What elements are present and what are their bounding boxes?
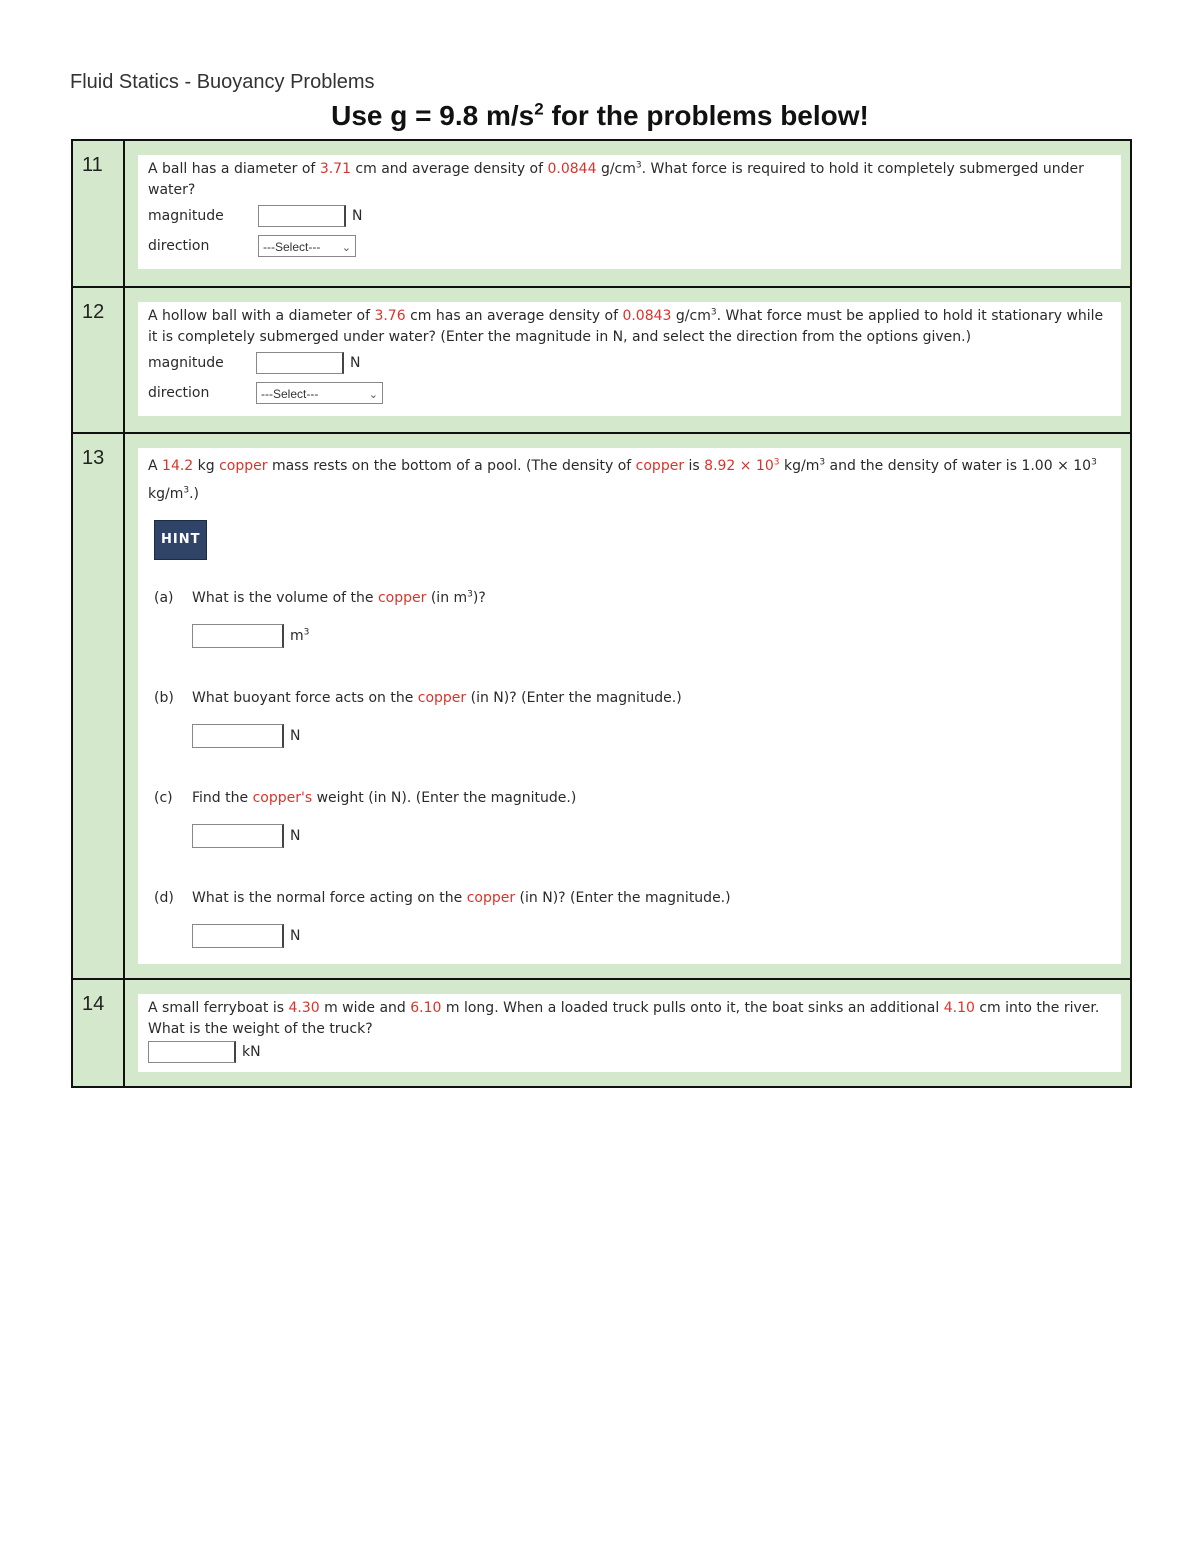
document-title: Fluid Statics - Buoyancy Problems <box>70 71 375 93</box>
material-name: copper <box>219 458 268 474</box>
subquestion-d: (d) What is the normal force acting on the copper (in N)? (Enter the magnitude.) <box>154 884 1112 912</box>
unit-label: N <box>290 928 301 944</box>
part-label: (a) <box>154 590 174 606</box>
heading-text-post: for the problems below! <box>543 100 869 131</box>
material-name: copper <box>466 890 516 906</box>
problem-row <box>72 433 1131 979</box>
material-name: copper's <box>252 790 313 806</box>
answer-row <box>192 622 1112 650</box>
question-text: A hollow ball with a diameter of 3.76 cm has an average density of 0.0843 $g/cm^3$. What force must be applied to hold it stationary while it is completely submerged under water? (Enter the magnitude in N, and select the direction from the options given.) <box>148 307 1104 345</box>
direction-row <box>148 378 1112 408</box>
chevron-down-icon: ⌄ <box>341 242 351 254</box>
answer-row <box>192 722 1112 750</box>
material-name: copper <box>377 590 427 606</box>
select-value: ---Select--- <box>261 387 319 401</box>
given-value: 4.30 <box>288 1000 320 1016</box>
subquestion-a: (a) What is the volume of the copper (in $m^3$)? <box>154 584 1112 612</box>
chevron-down-icon: ⌄ <box>368 389 378 401</box>
direction-label: direction <box>148 384 210 401</box>
magnitude-label: magnitude <box>148 354 224 371</box>
given-value: 0.0844 <box>547 161 597 177</box>
magnitude-row <box>148 348 1112 378</box>
direction-row <box>148 231 1112 261</box>
question-text: A small ferryboat is 4.30 m wide and 6.10 m long. When a loaded truck pulls onto it, the boat sinks an additional 4.10 cm into the river. What is the weight of the truck? <box>148 1000 1100 1037</box>
unit-label: kN <box>242 1043 261 1060</box>
heading-text-pre: Use g = 9.8 m/s <box>331 100 535 131</box>
part-label: (c) <box>154 790 173 806</box>
hint-button[interactable]: HINT <box>154 520 207 560</box>
answer-row <box>192 822 1112 850</box>
material-name: copper <box>417 690 467 706</box>
part-label: (d) <box>154 890 174 906</box>
given-value: 8.92 × 10 <box>704 458 774 474</box>
problem-number: 13 <box>82 447 105 469</box>
problem-number: 11 <box>82 154 103 176</box>
answer-input-d[interactable] <box>192 924 284 948</box>
problem-row <box>72 287 1131 433</box>
magnitude-input[interactable] <box>256 352 344 374</box>
problem-body <box>124 433 1131 979</box>
unit-label: N <box>352 207 363 224</box>
subquestions <box>154 584 1112 950</box>
question-box <box>138 155 1121 269</box>
part-label: (b) <box>154 690 174 706</box>
given-value: 4.10 <box>943 1000 975 1016</box>
answer-row <box>192 922 1112 950</box>
problem-number-cell <box>72 140 124 287</box>
unit-label: N <box>290 728 301 744</box>
answer-row <box>148 1040 1112 1064</box>
direction-label: direction <box>148 237 210 254</box>
direction-select[interactable] <box>256 382 383 404</box>
problem-body <box>124 140 1131 287</box>
direction-select[interactable] <box>258 235 356 257</box>
hint-wrapper <box>154 508 1112 560</box>
question-box <box>138 994 1121 1072</box>
problem-number: 14 <box>82 993 105 1015</box>
question-text: A ball has a diameter of 3.71 cm and average density of 0.0844 $g/cm^3$. What force is required to hold it completely submerged under water? <box>148 160 1084 198</box>
unit-label: N <box>290 828 301 844</box>
problem-row <box>72 140 1131 287</box>
unit-label: N <box>350 354 361 371</box>
problem-number-cell <box>72 287 124 433</box>
question-text: A 14.2 kg copper mass rests on the bottom of a pool. (The density of copper is $8.92 \times 10^3$ $kg/m^3$ and the density of water is $1.00 \times 10^3$ $kg/m^3$.) <box>148 457 1097 502</box>
given-value: 0.0843 <box>622 308 672 324</box>
given-value: 3.71 <box>319 161 351 177</box>
heading-superscript: 2 <box>534 99 544 119</box>
select-value: ---Select--- <box>263 240 321 254</box>
unit-label: $m^3$ <box>290 627 310 644</box>
answer-input[interactable] <box>148 1041 236 1063</box>
subquestion-b: (b) What buoyant force acts on the copper (in N)? (Enter the magnitude.) <box>154 684 1112 712</box>
given-value: 14.2 <box>162 458 194 474</box>
question-box <box>138 448 1121 964</box>
magnitude-row <box>148 201 1112 231</box>
problem-body <box>124 287 1131 433</box>
answer-input-c[interactable] <box>192 824 284 848</box>
problems-table <box>71 139 1132 1088</box>
answer-input-a[interactable] <box>192 624 284 648</box>
answer-input-b[interactable] <box>192 724 284 748</box>
problem-number-cell <box>72 433 124 979</box>
subquestion-c: (c) Find the copper's weight (in N). (Enter the magnitude.) <box>154 784 1112 812</box>
magnitude-label: magnitude <box>148 207 224 224</box>
question-box <box>138 302 1121 416</box>
page-heading <box>0 100 1200 132</box>
given-value: 6.10 <box>410 1000 442 1016</box>
given-value: 3.76 <box>374 308 406 324</box>
problem-body <box>124 979 1131 1087</box>
material-name: copper <box>635 458 685 474</box>
problem-row <box>72 979 1131 1087</box>
magnitude-input[interactable] <box>258 205 346 227</box>
problem-number: 12 <box>82 301 105 323</box>
problem-number-cell <box>72 979 124 1087</box>
